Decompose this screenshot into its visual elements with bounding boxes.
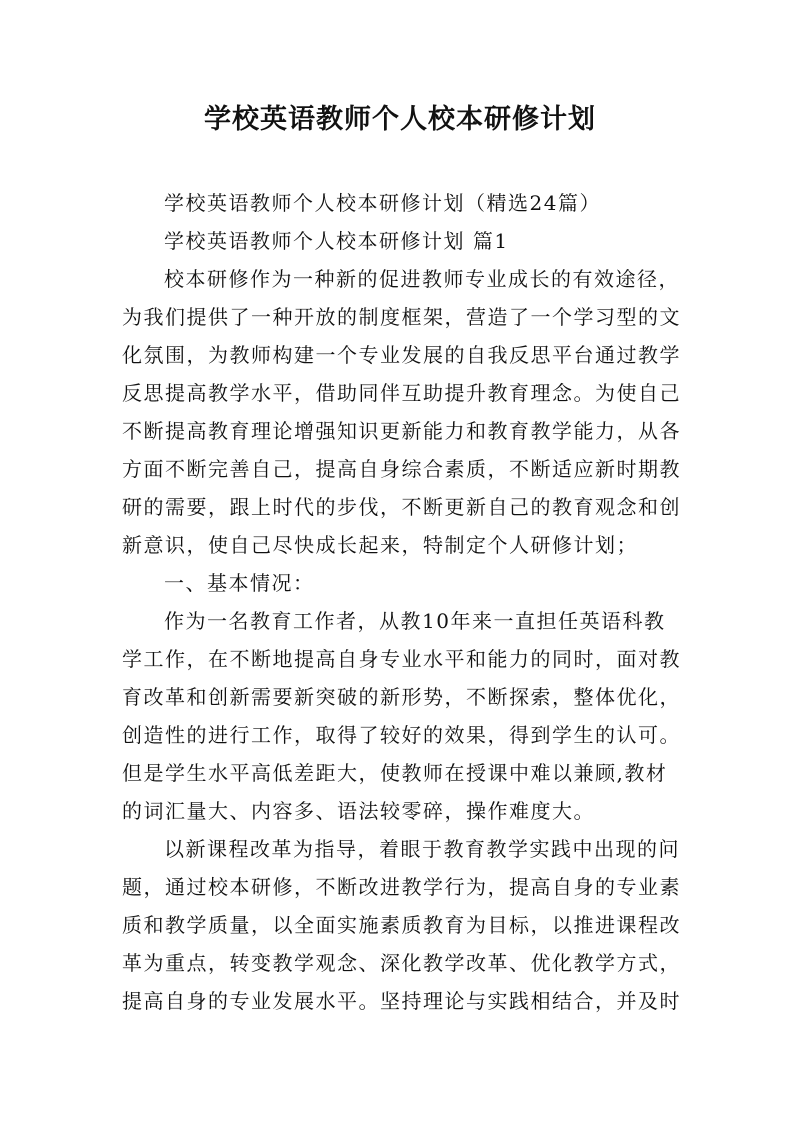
paragraph-line: 但是学生水平高低差距大，使教师在授课中难以兼顾,教材	[122, 761, 668, 785]
paragraph-line: 研的需要，跟上时代的步伐，不断更新自己的教育观念和创	[122, 495, 681, 519]
paragraph-line: 以新课程改革为指导，着眼于教育教学实践中出现的问	[164, 837, 680, 861]
document-body	[122, 184, 694, 1020]
paragraph-line: 育改革和创新需要新突破的新形势，不断探索，整体优化，	[122, 685, 681, 709]
paragraph-line: 提高自身的专业发展水平。坚持理论与实践相结合，并及时	[122, 989, 681, 1013]
paragraph-line: 方面不断完善自己，提高自身综合素质，不断适应新时期教	[122, 457, 681, 481]
paragraph-line: 新意识，使自己尽快成长起来，特制定个人研修计划；	[122, 533, 638, 557]
paragraph-line: 学工作，在不断地提高自身专业水平和能力的同时，面对教	[122, 647, 681, 671]
paragraph-line: 为我们提供了一种开放的制度框架，营造了一个学习型的文	[122, 305, 681, 329]
paragraph-line: 革为重点，转变教学观念、深化教学改革、优化教学方式，	[122, 951, 681, 975]
paragraph-line: 不断提高教育理论增强知识更新能力和教育教学能力，从各	[122, 419, 681, 443]
paragraph-line: 题，通过校本研修，不断改进教学行为，提高自身的专业素	[122, 875, 681, 899]
paragraph-line: 作为一名教育工作者，从教10年来一直担任英语科教	[164, 609, 666, 633]
paragraph-line: 的词汇量大、内容多、语法较零碎，操作难度大。	[122, 799, 595, 823]
paragraph-line: 质和教学质量，以全面实施素质教育为目标，以推进课程改	[122, 913, 681, 937]
paragraph-line: 校本研修作为一种新的促进教师专业成长的有效途径，	[164, 267, 680, 291]
document-title: 学校英语教师个人校本研修计划	[204, 104, 596, 135]
section-heading-line: 一、基本情况：	[164, 571, 315, 595]
paragraph-line: 反思提高教学水平，借助同伴互助提升教育理念。为使自己	[122, 381, 681, 405]
section-heading-line: 学校英语教师个人校本研修计划 篇1	[164, 229, 509, 253]
paragraph-line: 创造性的进行工作，取得了较好的效果，得到学生的认可。	[122, 723, 681, 747]
paragraph-line: 化氛围，为教师构建一个专业发展的自我反思平台通过教学	[122, 343, 681, 367]
subtitle-line: 学校英语教师个人校本研修计划（精选24篇）	[164, 191, 601, 215]
